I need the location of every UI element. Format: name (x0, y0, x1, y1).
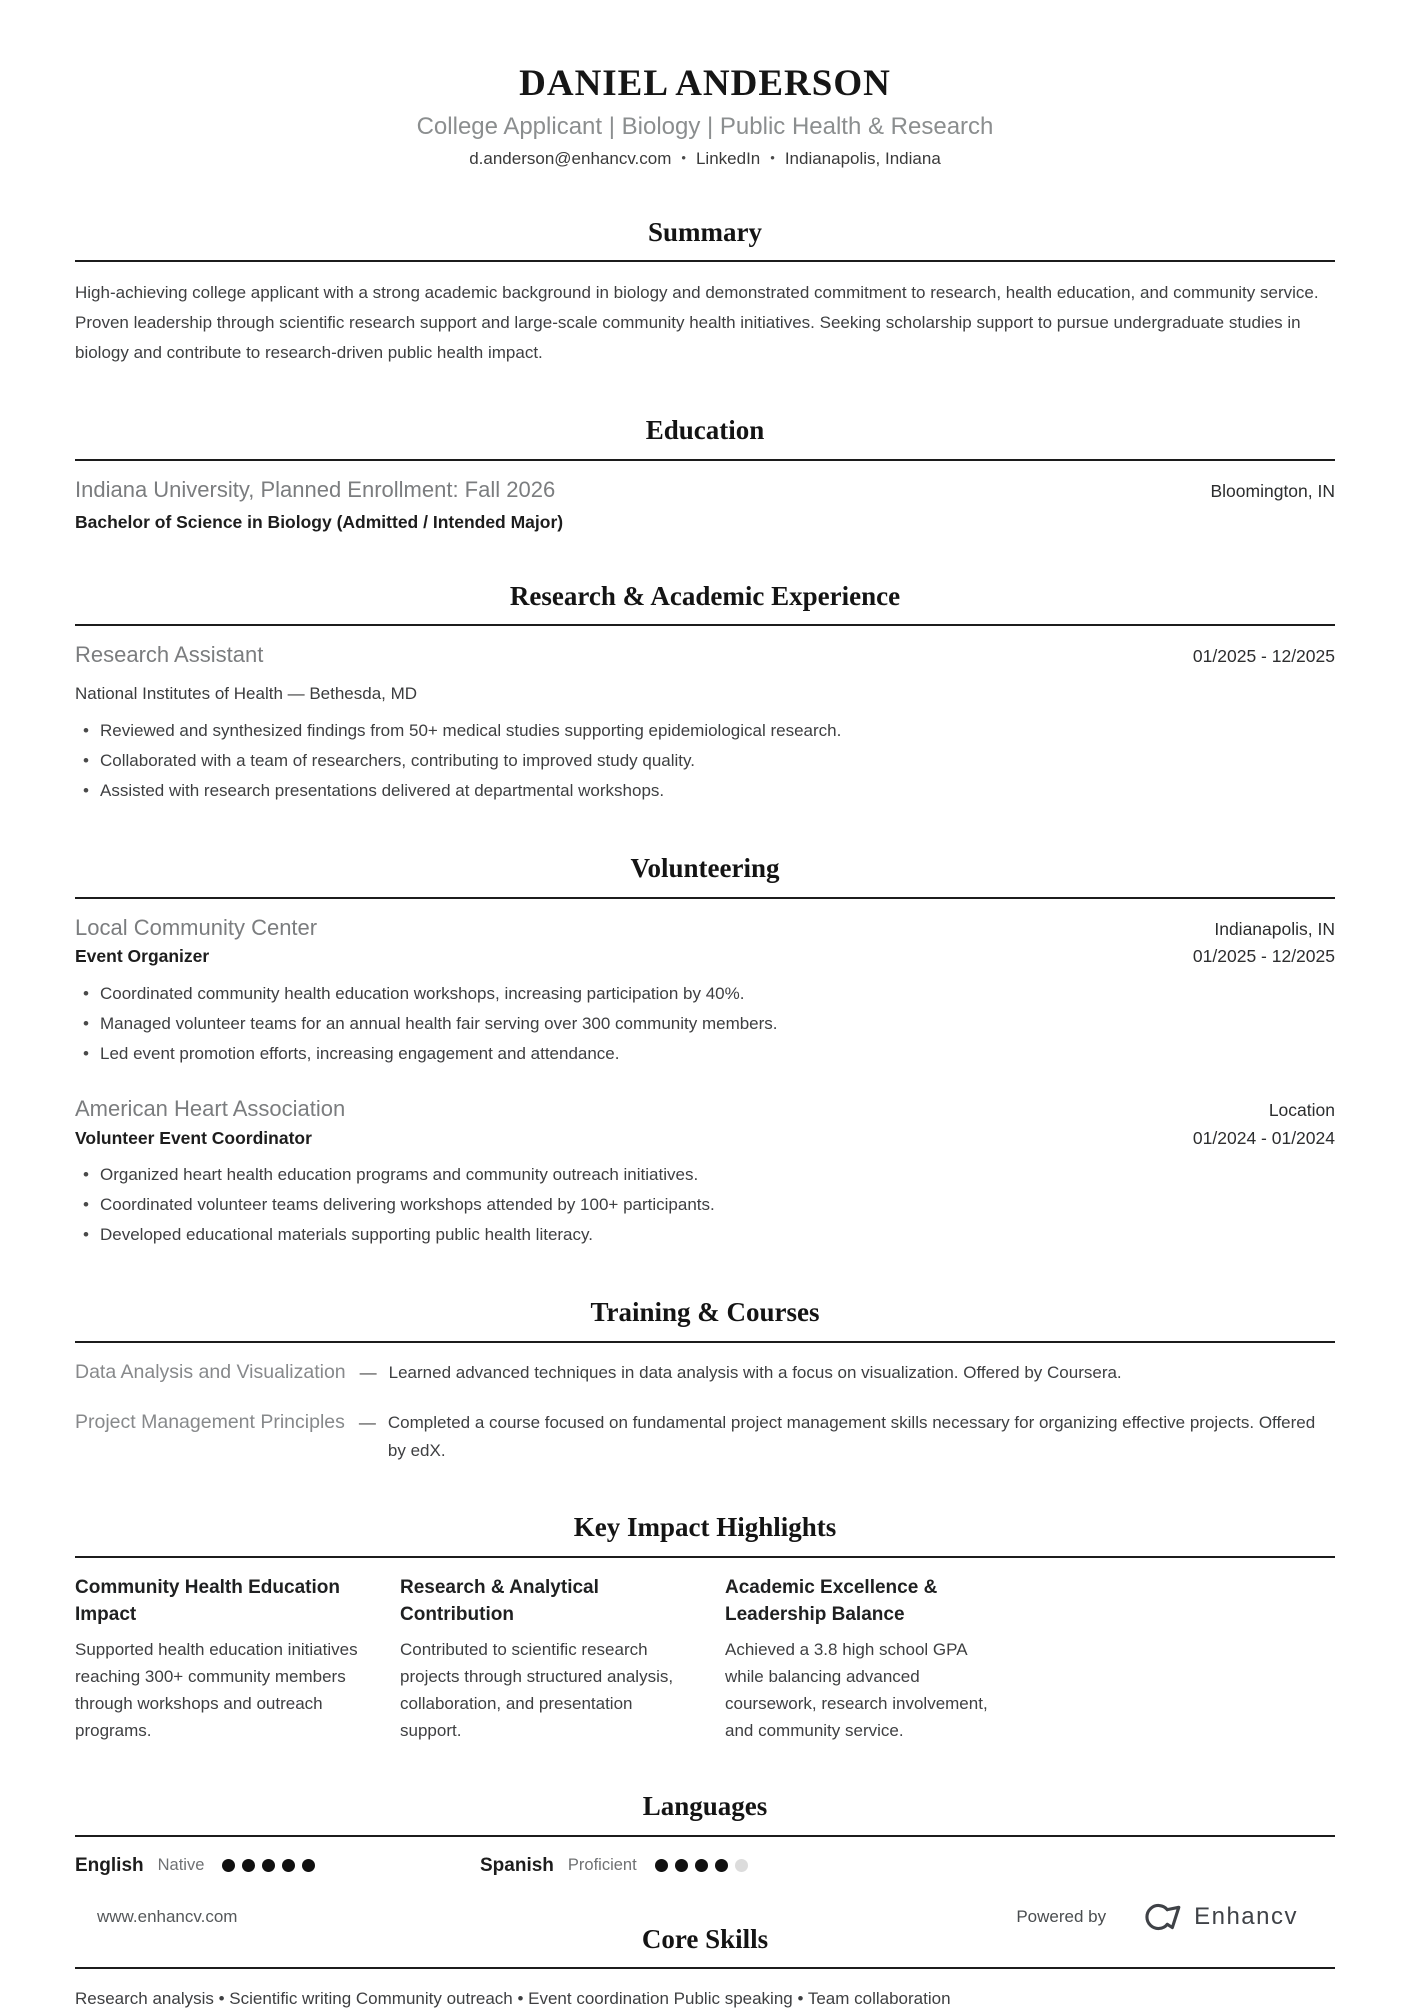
languages-row (75, 1855, 1335, 1877)
separator-dot-icon: • (681, 149, 686, 165)
section-training (75, 1296, 1335, 1465)
enhancv-logo-icon (1136, 1901, 1182, 1933)
experience-entry (75, 641, 1335, 806)
section-experience (75, 580, 1335, 806)
volunteering-bullet-list (75, 1160, 1335, 1250)
section-education (75, 414, 1335, 533)
highlight-item (75, 1574, 360, 1744)
experience-bullet-list (75, 716, 1335, 806)
highlight-text: Supported health education initiatives reaching 300+ community members through workshops and outreach programs. (75, 1639, 358, 1740)
volunteering-dates: 01/2024 - 01/2024 (1192, 1127, 1335, 1148)
proficiency-dot-filled (262, 1859, 275, 1872)
contact-line (75, 148, 1335, 170)
course-description: Completed a course focused on fundamental project management skills necessary for organizing effective projects. Offered by edX. (387, 1413, 1316, 1461)
experience-bullet: • Collaborated with a team of researchers, contributing to improved study quality. (75, 746, 1335, 776)
proficiency-dot-filled (675, 1859, 688, 1872)
experience-organization: National Institutes of Health — Bethesda, MD (75, 683, 418, 703)
section-skills (75, 1923, 1335, 2011)
powered-by-label: Powered by (1016, 1907, 1107, 1926)
proficiency-dot-filled (242, 1859, 255, 1872)
section-title-training: Training & Courses (590, 1297, 820, 1328)
section-volunteering (75, 852, 1335, 1250)
language-level: Native (157, 1856, 205, 1875)
education-degree: Bachelor of Science in Biology (Admitted / Intended Major) (75, 511, 564, 532)
proficiency-dot-filled (302, 1859, 315, 1872)
powered-by-block[interactable] (1016, 1901, 1298, 1933)
dash-separator: — (359, 1363, 377, 1383)
section-divider (75, 1967, 1335, 1969)
section-title-languages: Languages (642, 1790, 768, 1821)
section-divider (75, 897, 1335, 899)
summary-text: High-achieving college applicant with a strong academic background in biology and demonstrated commitment to research, health education, and community service. Proven leadership through scientific research support and large-scale community health initiatives. Seeking scholarship support to pursue undergraduate studies in biology and contribute to research-driven public health impact. (75, 283, 1319, 363)
experience-bullet: • Reviewed and synthesized findings from 50+ medical studies supporting epidemiological research. (75, 716, 1335, 746)
experience-bullet: • Assisted with research presentations delivered at departmental workshops. (75, 776, 1335, 806)
section-title-experience: Research & Academic Experience (509, 580, 901, 611)
volunteering-org: Local Community Center (75, 914, 318, 940)
linkedin-link[interactable]: LinkedIn (695, 148, 761, 168)
volunteering-bullet: • Coordinated community health education workshops, increasing participation by 40%. (75, 979, 1335, 1009)
highlight-heading: Research & Analytical Contribution (400, 1576, 599, 1625)
page-footer (0, 1901, 1410, 1933)
section-languages (75, 1790, 1335, 1877)
section-title-highlights: Key Impact Highlights (573, 1512, 837, 1543)
education-school: Indiana University, Planned Enrollment: Fall 2026 (75, 477, 556, 503)
volunteering-bullet: • Coordinated volunteer teams delivering workshops attended by 100+ participants. (75, 1190, 1335, 1220)
enhancv-brand-text: Enhancv (1194, 1903, 1298, 1930)
highlight-text: Contributed to scientific research projects through structured analysis, collaboration, and presentation support. (400, 1639, 674, 1740)
volunteering-bullet: • Organized heart health education programs and community outreach initiatives. (75, 1160, 1335, 1190)
course-item (75, 1359, 1335, 1387)
education-location: Bloomington, IN (1210, 481, 1335, 502)
volunteering-entry (75, 1095, 1335, 1250)
resume-header (75, 62, 1335, 170)
section-divider (75, 1556, 1335, 1558)
highlight-heading: Academic Excellence & Leadership Balance (725, 1576, 938, 1625)
language-proficiency-dots (222, 1859, 315, 1872)
volunteering-bullet: • Managed volunteer teams for an annual health fair serving over 300 community members. (75, 1009, 1335, 1039)
section-divider (75, 624, 1335, 626)
highlight-heading: Community Health Education Impact (75, 1576, 340, 1625)
course-name: Data Analysis and Visualization (75, 1361, 346, 1384)
volunteering-bullet-list (75, 979, 1335, 1069)
volunteering-entry (75, 914, 1335, 1069)
section-title-volunteering: Volunteering (630, 852, 780, 883)
course-name: Project Management Principles (75, 1411, 345, 1434)
highlights-grid (75, 1574, 1335, 1744)
proficiency-dot-filled (715, 1859, 728, 1872)
section-divider (75, 459, 1335, 461)
language-level: Proficient (567, 1856, 637, 1875)
volunteering-dates: 01/2025 - 12/2025 (1192, 946, 1335, 967)
proficiency-dot-filled (655, 1859, 668, 1872)
highlight-item (725, 1574, 1010, 1744)
skills-line: Research analysis • Scientific writing Community outreach • Event coordination Public speaking • Team collaboration (75, 1989, 951, 2009)
volunteering-role: Event Organizer (75, 946, 210, 967)
course-description: Learned advanced techniques in data analysis with a focus on visualization. Offered by Coursera. (388, 1363, 1122, 1383)
section-title-education: Education (645, 415, 765, 446)
email-link[interactable]: d.anderson@enhancv.com (469, 148, 672, 168)
section-title-skills: Core Skills (641, 1923, 769, 1954)
volunteering-location: Location (1268, 1100, 1335, 1121)
section-summary (75, 216, 1335, 369)
section-divider (75, 1835, 1335, 1837)
volunteering-bullet: • Led event promotion efforts, increasing engagement and attendance. (75, 1039, 1335, 1069)
section-divider (75, 1341, 1335, 1343)
proficiency-dot-empty (735, 1859, 748, 1872)
footer-site-url: www.enhancv.com (97, 1907, 238, 1926)
section-divider (75, 260, 1335, 262)
volunteering-org: American Heart Association (75, 1096, 346, 1122)
volunteering-role: Volunteer Event Coordinator (75, 1127, 312, 1148)
proficiency-dot-filled (282, 1859, 295, 1872)
volunteering-bullet: • Developed educational materials supporting public health literacy. (75, 1220, 1335, 1250)
candidate-name: DANIEL ANDERSON (519, 63, 891, 104)
volunteering-location: Indianapolis, IN (1214, 918, 1335, 939)
language-name: Spanish (480, 1854, 554, 1876)
proficiency-dot-filled (222, 1859, 235, 1872)
experience-dates: 01/2025 - 12/2025 (1192, 646, 1335, 667)
proficiency-dot-filled (695, 1859, 708, 1872)
highlight-item (400, 1574, 685, 1744)
language-proficiency-dots (655, 1859, 748, 1872)
experience-role-title: Research Assistant (75, 642, 264, 668)
language-name: English (75, 1854, 144, 1876)
dash-separator: — (358, 1413, 376, 1433)
course-item (75, 1409, 1335, 1465)
section-title-summary: Summary (648, 216, 762, 247)
candidate-tagline: College Applicant | Biology | Public Health & Research (416, 113, 994, 141)
language-item (75, 1855, 480, 1877)
location-text: Indianapolis, Indiana (784, 148, 941, 168)
section-highlights (75, 1511, 1335, 1744)
language-item (480, 1855, 885, 1877)
separator-dot-icon: • (770, 149, 775, 165)
highlight-text: Achieved a 3.8 high school GPA while balancing advanced coursework, research involvement, and community service. (725, 1639, 988, 1740)
